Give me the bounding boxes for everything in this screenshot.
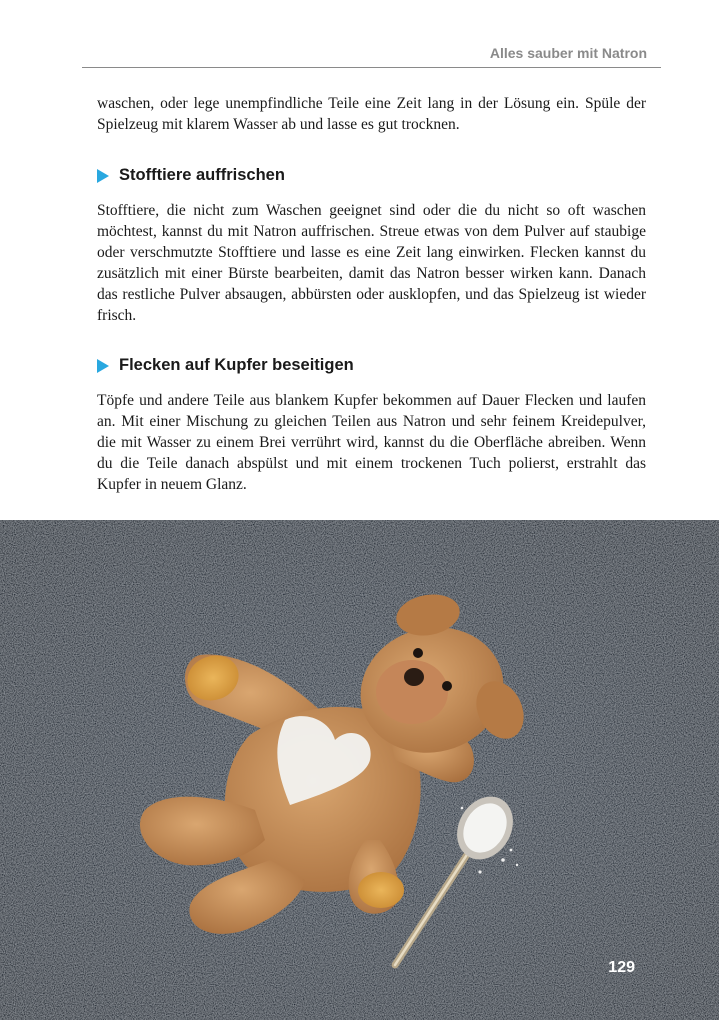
page-content <box>97 93 646 495</box>
section-paragraph-stofftiere: Stofftiere, die nicht zum Waschen geeignet sind oder die du nicht so oft waschen möchtest, kannst du mit Natron auffrischen. Streue etwas von dem Pulver auf staubige oder verschmutzte Stofftiere und lasse es eine Zeit lang einwirken. Flecken kannst du zusätzlich mit einer Bürste bearbeiten, damit das Natron besser wirken kann. Danach das restliche Pulver absaugen, abbürsten oder ausklopfen, und das Spielzeug ist wieder frisch. <box>97 202 646 324</box>
section-heading-kupfer <box>97 356 646 375</box>
intro-paragraph: waschen, oder lege unempfindliche Teile eine Zeit lang in der Lösung ein. Spüle der Spielzeug mit klarem Wasser ab und lasse es gut trocknen. <box>97 95 646 133</box>
section-heading-stofftiere <box>97 166 646 185</box>
section-paragraph-kupfer: Töpfe und andere Teile aus blankem Kupfer bekommen auf Dauer Flecken und laufen an. Mit einer Mischung zu gleichen Teilen aus Natron und sehr feinem Kreidepulver, die mit Wasser zu einem Brei verrührt wird, kannst du die Oberfläche abreiben. Wenn du die Teile danach abspülst und mit einem trockenen Tuch polierst, erstrahlt das Kupfer in neuem Glanz. <box>97 392 646 493</box>
teddy-bear-photo <box>0 520 719 1020</box>
section-heading-label: Stofftiere auffrischen <box>119 166 285 184</box>
play-arrow-icon <box>97 169 109 183</box>
page-number: 129 <box>608 959 635 976</box>
header-rule <box>82 67 661 68</box>
running-header: Alles sauber mit Natron <box>489 45 647 61</box>
play-arrow-icon <box>97 359 109 373</box>
section-heading-label: Flecken auf Kupfer beseitigen <box>119 356 354 374</box>
